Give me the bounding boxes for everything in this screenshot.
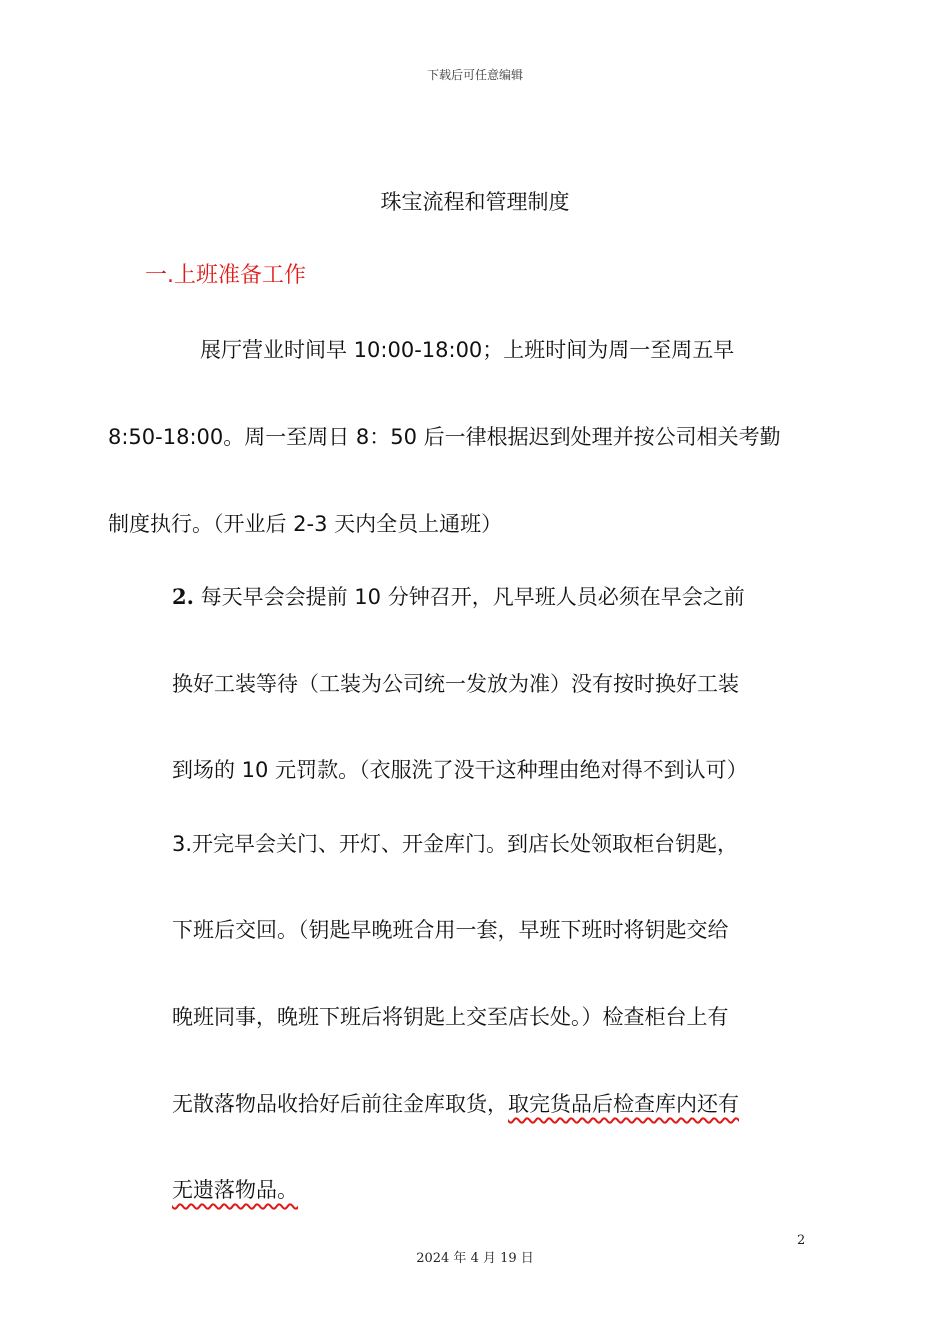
item3-line5 — [172, 1174, 298, 1204]
item2-line3: 到场的 10 元罚款。（衣服洗了没干这种理由绝对得不到认可） — [172, 758, 748, 782]
item2-number: 2. — [172, 584, 194, 609]
para1-line2: 8:50-18:00。周一至周日 8：50 后一律根据迟到处理并按公司相关考勤 — [108, 425, 781, 449]
item2-line2: 换好工装等待（工装为公司统一发放为准）没有按时换好工装 — [172, 672, 739, 696]
item2-line1 — [172, 581, 745, 611]
item3-line2: 下班后交回。（钥匙早晚班合用一套，早班下班时将钥匙交给 — [172, 918, 729, 942]
item3-line3: 晚班同事，晚班下班后将钥匙上交至店长处。）检查柜台上有 — [172, 1005, 729, 1029]
page-number: 2 — [797, 1233, 806, 1248]
item3-line4-plain: 无散落物品收拾好后前往金库取货， — [172, 1092, 508, 1116]
document-title: 珠宝流程和管理制度 — [380, 190, 570, 214]
para1-line1: 展厅营业时间早 10:00-18:00；上班时间为周一至周五早 — [200, 338, 735, 362]
section-heading-1: 一.上班准备工作 — [145, 263, 306, 288]
item3-line4 — [172, 1088, 739, 1118]
item3-line1: 3.开完早会关门、开灯、开金库门。到店长处领取柜台钥匙， — [172, 832, 739, 856]
para1-line3: 制度执行。（开业后 2-3 天内全员上通班） — [108, 512, 503, 536]
item2-line1-text: 每天早会会提前 10 分钟召开，凡早班人员必须在早会之前 — [200, 585, 745, 609]
footer-date: 2024 年 4 月 19 日 — [416, 1251, 534, 1266]
page-header: 下载后可任意编辑 — [426, 68, 523, 82]
item3-line4-marked: 取完货品后检查库内还有 — [508, 1092, 739, 1116]
item3-line5-marked: 无遗落物品。 — [172, 1178, 298, 1202]
